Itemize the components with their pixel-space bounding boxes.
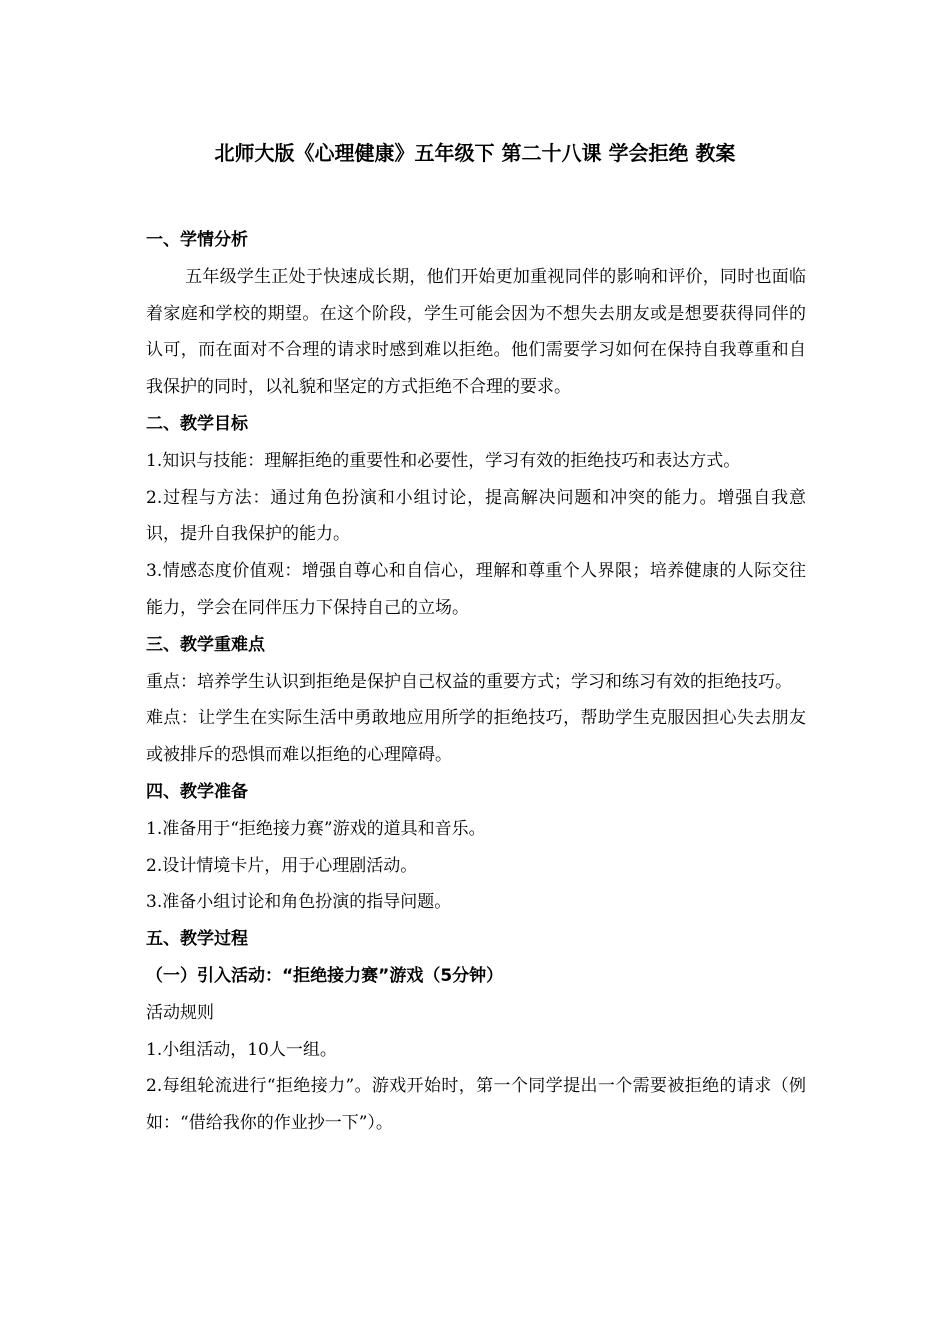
key-point-focus: 重点：培养学生认识到拒绝是保护自己权益的重要方式；学习和练习有效的拒绝技巧。 <box>146 671 792 692</box>
section-heading-preparation: 四、教学准备 <box>146 781 248 802</box>
rules-label: 活动规则 <box>146 1002 214 1023</box>
preparation-item: 2.设计情境卡片，用于心理剧活动。 <box>146 855 418 876</box>
objective-item: 3.情感态度价值观：增强自尊心和自信心，理解和尊重个人界限；培养健康的人际交往能力，学会在同伴压力下保持自己的立场。 <box>146 561 806 618</box>
objective-item: 1.知识与技能：理解拒绝的重要性和必要性，学习有效的拒绝技巧和表达方式。 <box>146 450 741 471</box>
section-heading-process: 五、教学过程 <box>146 929 248 950</box>
section-heading-analysis: 一、学情分析 <box>146 230 248 250</box>
key-point-difficulty: 难点：让学生在实际生活中勇敢地应用所学的拒绝技巧，帮助学生克服因担心失去朋友或被排斥的恐惧而难以拒绝的心理障碍。 <box>146 708 806 766</box>
preparation-item: 1.准备用于“拒绝接力赛”游戏的道具和音乐。 <box>146 818 486 839</box>
process-sub-heading: （一）引入活动：“拒绝接力赛”游戏（5分钟） <box>146 965 504 986</box>
preparation-item: 3.准备小组讨论和角色扮演的指导问题。 <box>146 892 452 913</box>
rule-item: 1.小组活动，10人一组。 <box>146 1039 337 1060</box>
document-title: 北师大版《心理健康》五年级下 第二十八课 学会拒绝 教案 <box>214 141 736 165</box>
analysis-paragraph: 五年级学生正处于快速成长期，他们开始更加重视同伴的影响和评价，同时也面临着家庭和学校的期望。在这个阶段，学生可能会因为不想失去朋友或是想要获得同伴的认可，而在面对不合理的请求时感到难以拒绝。他们需要学习如何在保持自我尊重和自我保护的同时，以礼貌和坚定的方式拒绝不合理的要求。 <box>146 266 806 398</box>
rule-item: 2.每组轮流进行“拒绝接力”。游戏开始时，第一个同学提出一个需要被拒绝的请求（例如：“借给我你的作业抄一下”）。 <box>146 1076 806 1134</box>
section-heading-key-points: 三、教学重难点 <box>146 634 265 655</box>
objective-item: 2.过程与方法：通过角色扮演和小组讨论，提高解决问题和冲突的能力。增强自我意识，提升自我保护的能力。 <box>146 487 806 545</box>
section-heading-objectives: 二、教学目标 <box>146 413 248 434</box>
document-body <box>146 222 806 1142</box>
